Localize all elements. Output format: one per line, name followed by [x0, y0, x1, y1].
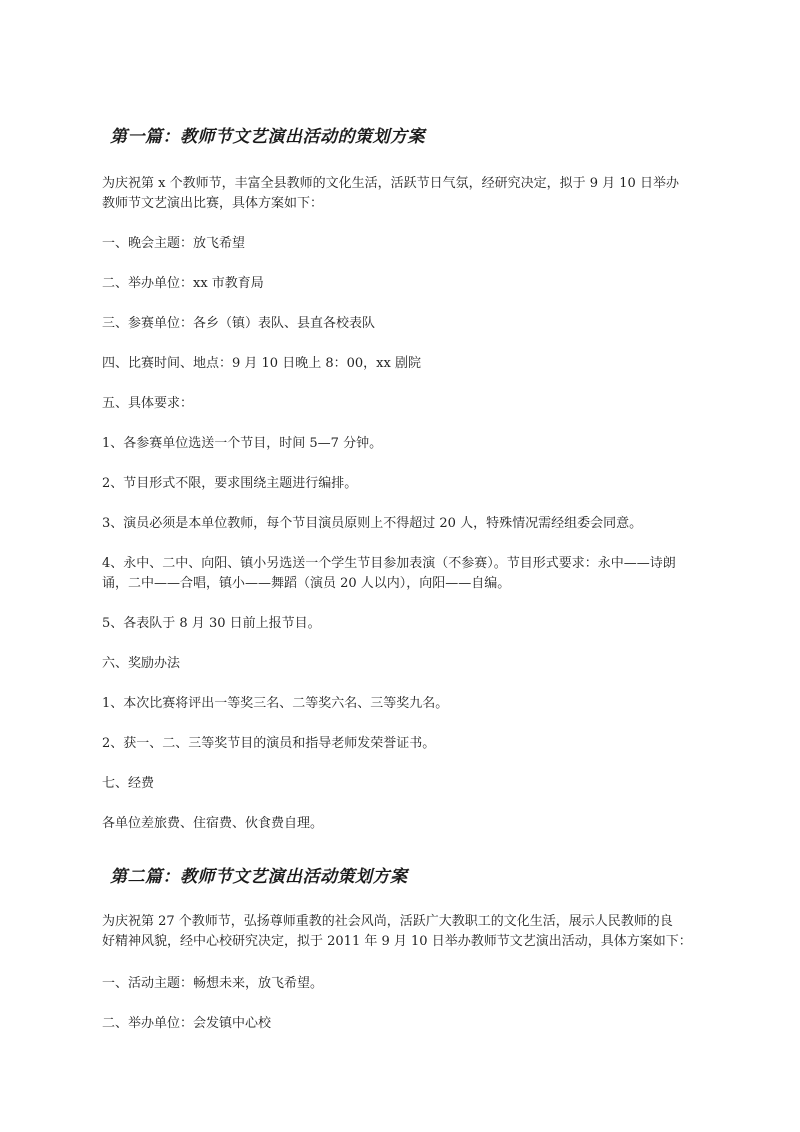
section1-item5: 五、具体要求：	[102, 396, 194, 411]
section2-title: 第二篇：教师节文艺演出活动策划方案	[110, 867, 408, 887]
section1-item2: 二、举办单位：xx 市教育局	[102, 276, 264, 291]
section1-intro-line2: 教师节文艺演出比赛，具体方案如下：	[102, 196, 324, 211]
section2-intro	[102, 912, 702, 952]
section2-intro-line1: 为庆祝第 27 个教师节，弘扬尊师重教的社会风尚，活跃广大教职工的文化生活，展示人民教师的良	[102, 914, 673, 929]
section1-item6: 六、奖励办法	[102, 656, 181, 671]
section1-req1: 1、各参赛单位选送一个节目，时间 5—7 分钟。	[102, 436, 383, 451]
section1-item4: 四、比赛时间、地点：9 月 10 日晚上 8：00，xx 剧院	[102, 356, 421, 371]
section1-req4	[102, 554, 702, 594]
section1-req3: 3、演员必须是本单位教师，每个节目演员原则上不得超过 20 人，特殊情况需经组委会同意。	[102, 516, 643, 531]
section1-item1: 一、晚会主题：放飞希望	[102, 236, 246, 251]
section1-award2: 2、获一、二、三等奖节目的演员和指导老师发荣誉证书。	[102, 736, 436, 751]
section1-item3: 三、参赛单位：各乡（镇）表队、县直各校表队	[102, 316, 376, 331]
section1-item7: 七、经费	[102, 776, 155, 791]
section1-award1: 1、本次比赛将评出一等奖三名、二等奖六名、三等奖九名。	[102, 696, 449, 711]
section1-expense: 各单位差旅费、住宿费、伙食费自理。	[102, 816, 324, 831]
section1-intro-line1: 为庆祝第 x 个教师节，丰富全县教师的文化生活，活跃节日气氛，经研究决定，拟于 9 月 10 日举办	[102, 176, 679, 191]
section1-req4-line1: 4、永中、二中、向阳、镇小另选送一个学生节目参加表演（不参赛）。节目形式要求：永中——诗朗	[102, 556, 676, 571]
section2-item2: 二、举办单位：会发镇中心校	[102, 1016, 272, 1031]
section2-item1: 一、活动主题：畅想未来，放飞希望。	[102, 976, 324, 991]
section1-req4-line2: 诵，二中——合唱，镇小——舞蹈（演员 20 人以内），向阳——自编。	[102, 576, 511, 591]
section2-intro-line2: 好精神风貌，经中心校研究决定，拟于 2011 年 9 月 10 日举办教师节文艺演出活动，具体方案如下：	[102, 934, 692, 949]
section1-req5: 5、各表队于 8 月 30 日前上报节目。	[102, 616, 321, 631]
section1-title: 第一篇：教师节文艺演出活动的策划方案	[110, 127, 425, 147]
section1-intro	[102, 174, 702, 214]
section1-req2: 2、节目形式不限，要求围绕主题进行编排。	[102, 476, 358, 491]
